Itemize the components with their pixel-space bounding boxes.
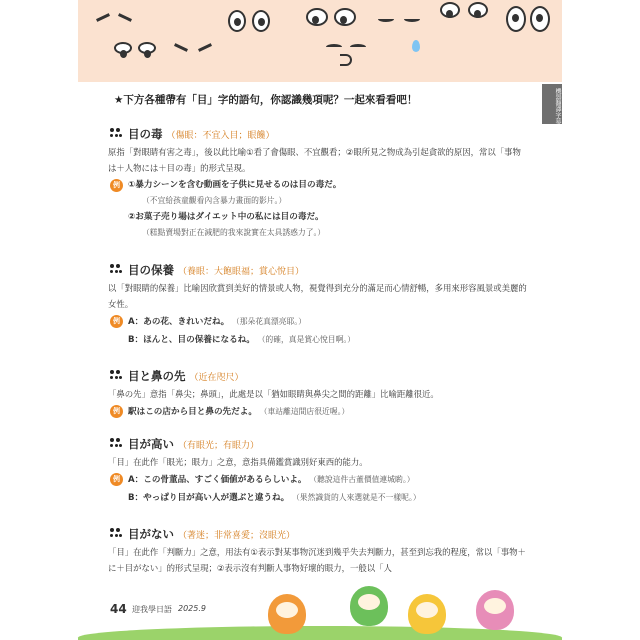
eye-chart-icon (108, 262, 124, 278)
daruma-green-icon (350, 586, 388, 626)
example-translation: （果然識貨的人來選就是不一樣呢。） (291, 493, 421, 502)
entry-phrase: 目の毒 (128, 127, 163, 141)
example-sentence: ①暴力シーンを含む動画を子供に見せるのは目の毒だ。 (128, 180, 342, 190)
example-sentence: B：やっぱり目が高い人が選ぶと違うね。 (128, 493, 290, 503)
daruma-pink-icon (476, 590, 514, 630)
eye-chart-icon (108, 368, 124, 384)
magazine-page (78, 0, 562, 640)
example (108, 332, 528, 348)
entry-phrase: 目がない (128, 527, 174, 541)
example (108, 404, 528, 420)
entry-explanation: 原指「對眼睛有害之毒」，後以此比喻①看了會傷眼、不宜觀看；②眼所見之物成為引起貪欲的原因，常以「事物は＋人物には＋目の毒」的形式呈現。 (108, 147, 521, 173)
example-translation: （不宜給孩童觀看內含暴力畫面的影片。） (142, 196, 287, 205)
example-badge: 例 (110, 179, 123, 192)
eye-chart-icon (108, 526, 124, 542)
example-sentence: B：ほんと、目の保養になるね。 (128, 335, 255, 345)
entry-title (108, 126, 528, 142)
example (108, 472, 528, 488)
header-faces-banner (78, 0, 562, 82)
example-sentence: A：この骨董品、すごく価値があるらしいよ。 (128, 475, 307, 485)
example-translation: （聽說這件古董價值連城喲。） (309, 475, 415, 484)
eye-chart-icon (108, 126, 124, 142)
entry-me-ga-takai (108, 436, 528, 506)
entry-gloss: （著迷；非常喜愛；沒眼光） (178, 530, 296, 541)
entry-title (108, 368, 528, 384)
magazine-name: 迎我學日語 (132, 605, 172, 614)
entry-title (108, 436, 528, 452)
face-stare-icon (228, 10, 278, 36)
entry-gloss: （有眼光；有眼力） (178, 440, 260, 451)
entry-me-ga-nai (108, 526, 528, 576)
example-badge: 例 (110, 473, 123, 486)
intro-text: ★下方各種帶有「目」字的語句，你認識幾項呢？一起來看看吧！ (114, 94, 418, 106)
face-sleepy-icon (96, 10, 136, 30)
page-number: 44 (110, 602, 127, 616)
example (108, 490, 528, 506)
entry-phrase: 目と鼻の先 (128, 369, 186, 383)
face-half-eyes-icon (114, 40, 164, 60)
example-translation: （那朵花真漂亮耶。） (231, 317, 306, 326)
entry-me-no-hoyou (108, 262, 528, 348)
face-wide-eyes-icon (306, 8, 360, 32)
entry-me-no-doku (108, 126, 528, 240)
eye-chart-icon (108, 436, 124, 452)
entry-explanation: 以「對眼睛的保養」比喻因欣賞到美好的情景或人物，視覺得到充分的滿足而心情舒暢，多用來形容風景或美麗的女性。 (108, 283, 527, 309)
face-pout-icon (326, 40, 386, 70)
entry-title (108, 526, 528, 542)
entry-phrase: 目が高い (128, 437, 174, 451)
page-footer (78, 596, 562, 640)
face-big-eyes-icon (506, 6, 556, 40)
face-round-eyes-icon (440, 2, 494, 24)
example-badge: 例 (110, 315, 123, 328)
side-tab: 機器翻譯字幕 (542, 84, 562, 124)
example (108, 178, 528, 208)
entry-title (108, 262, 528, 278)
face-crying-icon (388, 30, 428, 60)
issue-date: 2025.9 (178, 604, 206, 613)
face-squint-icon (174, 38, 224, 58)
example-translation: （糕點賣場對正在減肥的我來說實在太具誘惑力了。） (142, 228, 326, 237)
example-sentence: ②お菓子売り場はダイエット中の私には目の毒だ。 (128, 212, 324, 222)
daruma-yellow-icon (408, 594, 446, 634)
example (108, 314, 528, 330)
entry-gloss: （傷眼：不宜入目；眼饞） (166, 130, 275, 141)
example-translation: （車站離這間店很近喔。） (259, 407, 350, 416)
entry-gloss: （近在咫尺） (189, 372, 244, 383)
example-sentence: 駅はこの店から目と鼻の先だよ。 (128, 407, 257, 417)
example (108, 210, 528, 240)
entry-explanation: 「目」在此作「眼光；眼力」之意，意指具備鑑賞識別好東西的能力。 (108, 457, 368, 467)
example-translation: （的確，真是賞心悅目啊。） (257, 335, 356, 344)
entry-explanation: 「目」在此作「判斷力」之意，用法有①表示對某事物沉迷到幾乎失去判斷力，甚至到忘我的程度，常以「事物＋に＋目がない」的形式呈現；②表示沒有判斷人事物好壞的眼力，一般以「人 (108, 547, 526, 573)
entry-gloss: （養眼：大飽眼福；賞心悅目） (178, 266, 305, 277)
face-happy-icon (378, 12, 428, 32)
entry-phrase: 目の保養 (128, 263, 174, 277)
entry-explanation: 「鼻の先」意指「鼻尖；鼻頭」，此處是以「猶如眼睛與鼻尖之間的距離」比喻距離很近。 (108, 389, 439, 399)
example-sentence: A：あの花、きれいだね。 (128, 317, 230, 327)
example-badge: 例 (110, 405, 123, 418)
daruma-orange-icon (268, 594, 306, 634)
entry-me-to-hana-no-saki (108, 368, 528, 420)
